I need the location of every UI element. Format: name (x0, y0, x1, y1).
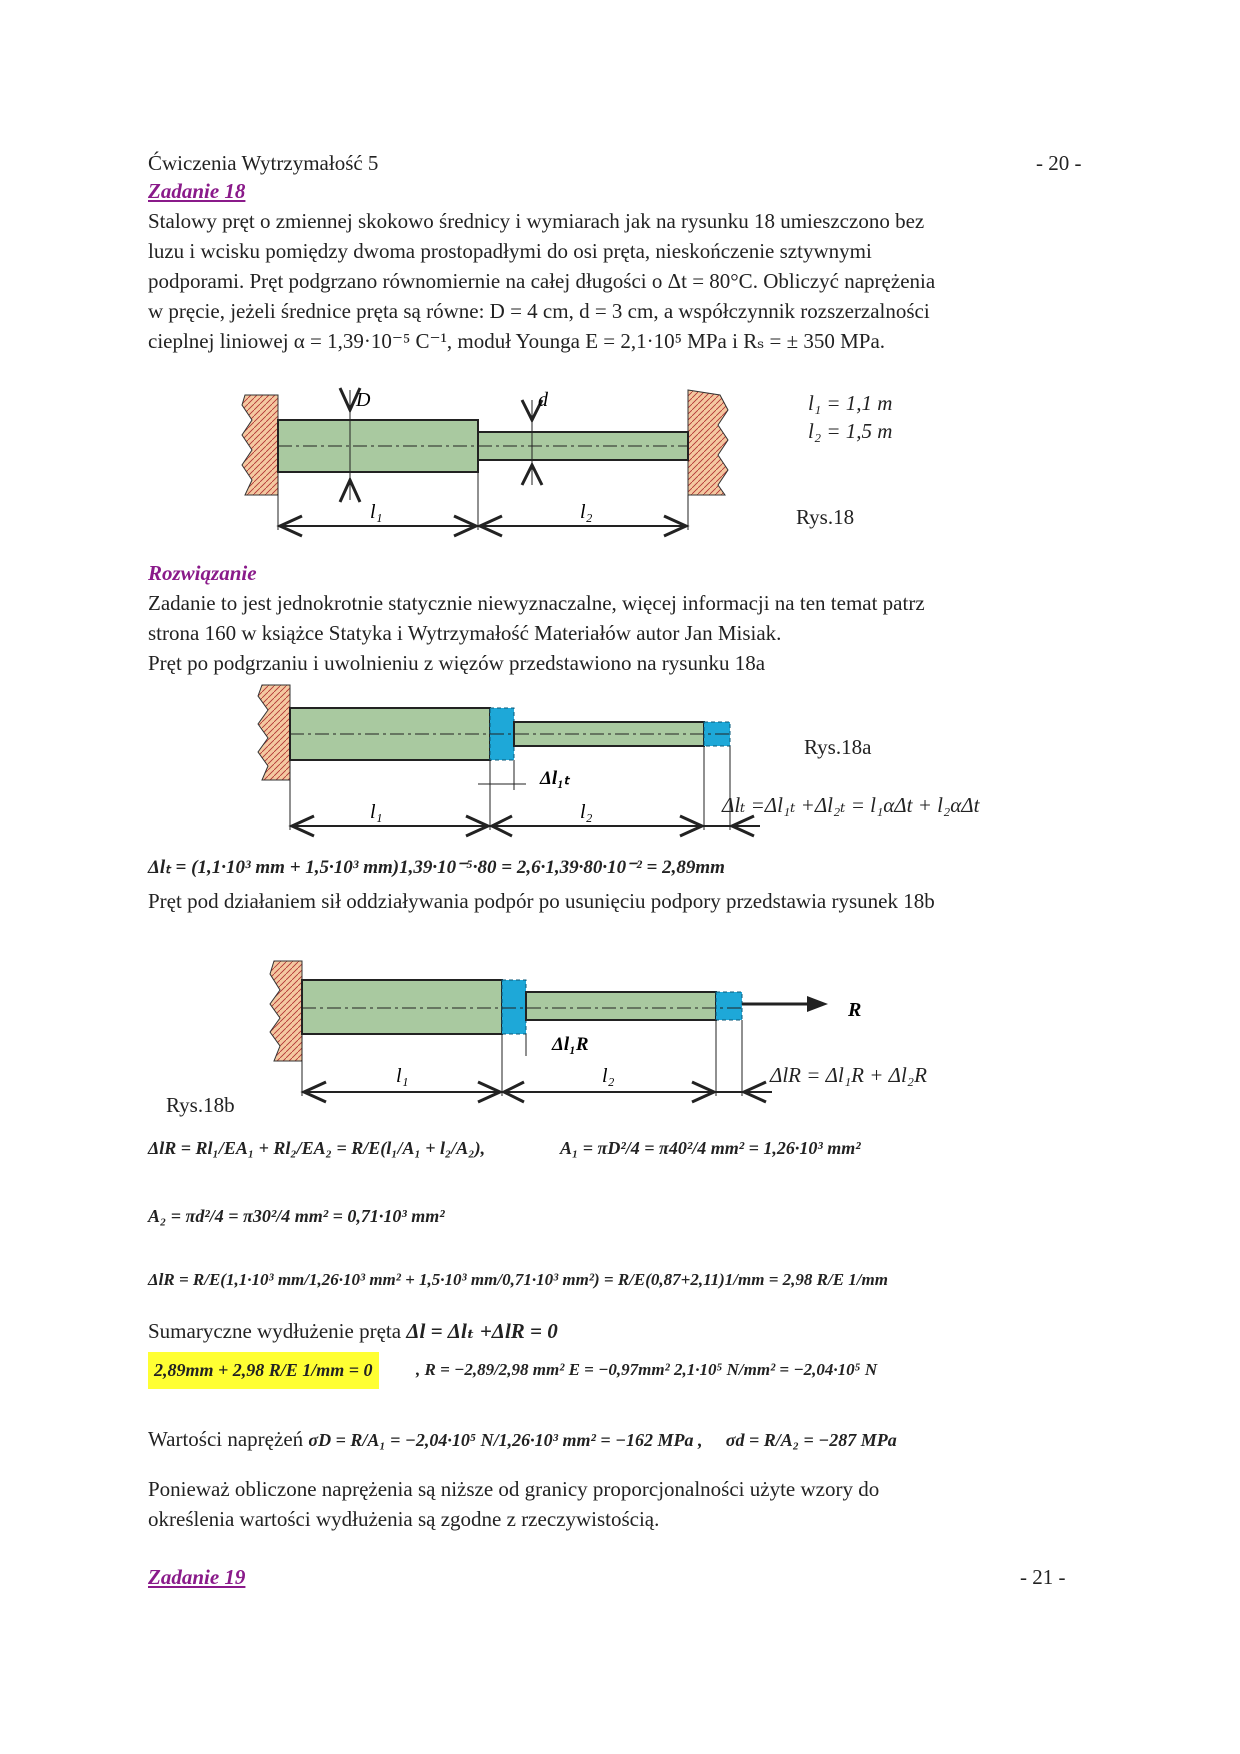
figure-18 (230, 380, 790, 560)
figure-18b (262, 956, 862, 1116)
sum-label: Sumaryczne wydłużenie pręta (148, 1319, 402, 1343)
equation-sigmad: σd = R/A₂ = −287 MPa (725, 1430, 897, 1450)
equation-A1: A₁ = πD²/4 = π40²/4 mm² = 1,26·10³ mm² (560, 1138, 861, 1158)
doc-header: Ćwiczenia Wytrzymałość 5 (148, 151, 379, 175)
text-line: Pręt po podgrzaniu i uwolnieniu z więzów przedstawiono na rysunku 18a (148, 651, 766, 675)
task-18-text (148, 206, 1088, 356)
figure-caption-18b: Rys.18b (166, 1093, 235, 1117)
label-l2: l₂ (580, 501, 593, 523)
highlighted-equation: 2,89mm + 2,98 R/E 1/mm = 0 (148, 1352, 379, 1389)
conclusion (148, 1474, 1088, 1534)
stress-line (148, 1424, 897, 1455)
right-support (688, 390, 728, 495)
label-dl1R: Δl₁R (552, 1034, 589, 1055)
formula-dlR: ΔlR = Δl₁R + Δl₂R (770, 1063, 927, 1087)
given-l1: l₁ = 1,1 m (808, 391, 893, 415)
text-line: strona 160 w książce Statyka i Wytrzymałość Materiałów autor Jan Misiak. (148, 621, 782, 645)
stress-label: Wartości naprężeń (148, 1427, 304, 1451)
label-l2: l₂ (580, 801, 593, 823)
figure-18a (250, 680, 770, 840)
label-l2: l₂ (602, 1065, 615, 1087)
text-line: Ponieważ obliczone naprężenia są niższe od granicy proporcjonalności użyte wzory do (148, 1477, 880, 1501)
label-dl1t: Δl₁ₜ (540, 768, 570, 789)
label-R: R (848, 999, 862, 1021)
label-D: D (356, 389, 371, 411)
text-line: Zadanie to jest jednokrotnie statycznie niewyznaczalne, więcej informacji na ten temat patrz (148, 591, 925, 615)
text-line: luzu i wcisku pomiędzy dwoma prostopadłymi do osi pręta, nieskończenie sztywnymi (148, 239, 872, 263)
figure-caption-18a: Rys.18a (804, 735, 872, 759)
given-l2: l₂ = 1,5 m (808, 419, 893, 443)
text-line: określenia wartości wydłużenia są zgodne z rzeczywistością. (148, 1507, 660, 1531)
text-18b: Pręt pod działaniem sił oddziaływania podpór po usunięciu podpory przedstawia rysunek 18b (148, 889, 935, 913)
label-l1: l₁ (370, 501, 383, 523)
equation-dlR: ΔlR = Rl₁/EA₁ + Rl₂/EA₂ = R/E(l₁/A₁ + l₂/A₂), (148, 1138, 486, 1158)
label-l1: l₁ (396, 1065, 409, 1087)
text-line: w pręcie, jeżeli średnice pręta są równe: D = 4 cm, d = 3 cm, a współczynnik rozszerzalności (148, 299, 930, 323)
solution-text (148, 588, 1088, 678)
sum-text (148, 1316, 558, 1346)
solution-heading: Rozwiązanie (148, 561, 257, 585)
label-l1: l₁ (370, 801, 383, 823)
page-number: - 20 - (1036, 151, 1082, 175)
text-line: cieplnej liniowej α = 1,39·10⁻⁵ C⁻¹, moduł Younga E = 2,1·10⁵ MPa i Rₛ = ± 350 MPa. (148, 329, 886, 353)
figure-caption: Rys.18 (796, 505, 855, 529)
page-number-bottom: - 21 - (1020, 1565, 1066, 1589)
task-19-heading: Zadanie 19 (148, 1565, 246, 1589)
equation-sigmaD: σD = R/A₁ = −2,04·10⁵ N/1,26·10³ mm² = −162 MPa , (308, 1430, 703, 1450)
sum-equation: Δl = Δlₜ +ΔlR = 0 (406, 1319, 558, 1343)
equation-dlt: Δlₜ = (1,1·10³ mm + 1,5·10³ mm)1,39·10⁻⁵·80 = 2,6·1,39·80·10⁻² = 2,89mm (148, 857, 725, 878)
text-line: podporami. Pręt podgrzano równomiernie na całej długości o Δt = 80°C. Obliczyć naprężenia (148, 269, 936, 293)
task-18-heading: Zadanie 18 (148, 179, 246, 203)
equation-R: , R = −2,89/2,98 mm² E = −0,97mm² 2,1·10⁵ N/mm² = −2,04·10⁵ N (416, 1360, 878, 1379)
text-line: Stalowy pręt o zmiennej skokowo średnicy i wymiarach jak na rysunku 18 umieszczono bez (148, 209, 925, 233)
equation-dlR-numeric: ΔlR = R/E(1,1·10³ mm/1,26·10³ mm² + 1,5·10³ mm/0,71·10³ mm²) = R/E(0,87+2,11)1/mm = 2,98 R/E 1/mm (148, 1270, 888, 1289)
label-d: d (538, 389, 548, 411)
left-support (242, 395, 278, 495)
equation-A2: A₂ = πd²/4 = π30²/4 mm² = 0,71·10³ mm² (148, 1206, 445, 1226)
formula-dlt: Δlₜ =Δl₁ₜ +Δl₂ₜ = l₁αΔt + l₂αΔt (722, 793, 980, 817)
